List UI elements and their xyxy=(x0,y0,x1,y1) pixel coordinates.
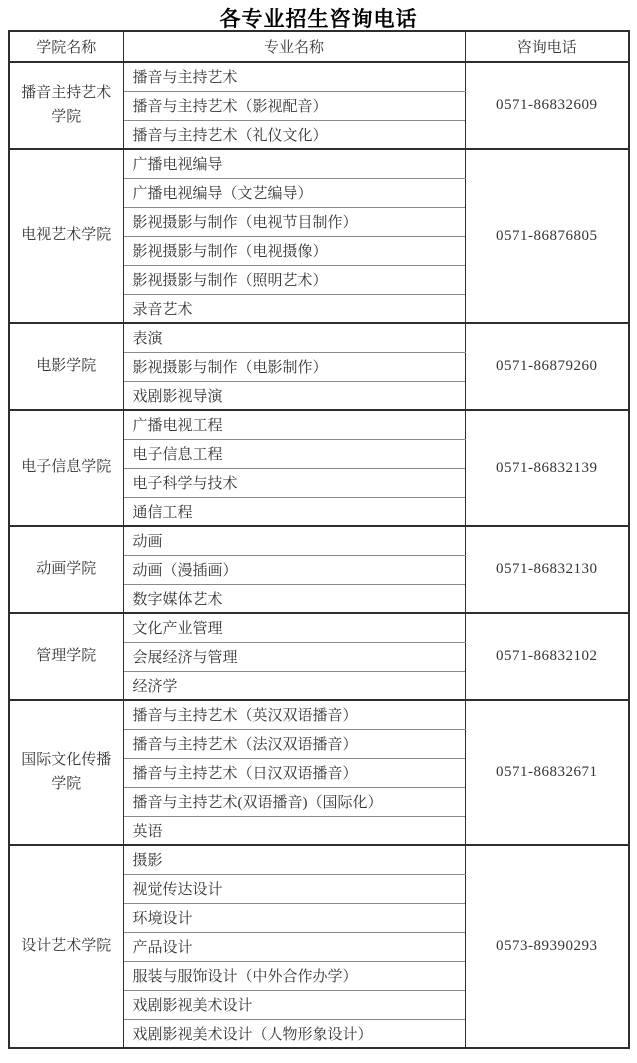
major-name-cell: 经济学 xyxy=(123,671,465,700)
major-name-cell: 电子科学与技术 xyxy=(123,468,465,497)
phone-cell: 0571-86879260 xyxy=(465,323,629,410)
phone-cell: 0571-86832671 xyxy=(465,700,629,845)
college-name-cell: 动画学院 xyxy=(9,526,123,613)
phone-cell: 0571-86832130 xyxy=(465,526,629,613)
table-row xyxy=(9,613,629,642)
major-name-cell: 播音与主持艺术（法汉双语播音） xyxy=(123,729,465,758)
major-name-cell: 影视摄影与制作（电影制作） xyxy=(123,352,465,381)
major-name-cell: 环境设计 xyxy=(123,903,465,932)
major-name-cell: 动画 xyxy=(123,526,465,555)
college-name-cell: 设计艺术学院 xyxy=(9,845,123,1048)
major-name-cell: 播音与主持艺术 xyxy=(123,62,465,91)
major-name-cell: 录音艺术 xyxy=(123,294,465,323)
major-name-cell: 视觉传达设计 xyxy=(123,874,465,903)
major-name-cell: 文化产业管理 xyxy=(123,613,465,642)
major-name-cell: 戏剧影视美术设计 xyxy=(123,990,465,1019)
table-row xyxy=(9,323,629,352)
major-name-cell: 广播电视编导（文艺编导） xyxy=(123,178,465,207)
major-name-cell: 服装与服饰设计（中外合作办学） xyxy=(123,961,465,990)
college-name-cell: 电子信息学院 xyxy=(9,410,123,526)
table-row xyxy=(9,410,629,439)
phone-cell: 0573-89390293 xyxy=(465,845,629,1048)
table-body xyxy=(9,62,629,1048)
major-name-cell: 影视摄影与制作（照明艺术） xyxy=(123,265,465,294)
phone-cell: 0571-86832139 xyxy=(465,410,629,526)
page-title: 各专业招生咨询电话 xyxy=(219,7,418,31)
table-row xyxy=(9,149,629,178)
college-name-cell: 播音主持艺术学院 xyxy=(9,62,123,149)
table-row xyxy=(9,62,629,91)
major-name-cell: 影视摄影与制作（电视节目制作） xyxy=(123,207,465,236)
major-name-cell: 播音与主持艺术（礼仪文化） xyxy=(123,120,465,149)
major-name-cell: 摄影 xyxy=(123,845,465,874)
major-name-cell: 广播电视工程 xyxy=(123,410,465,439)
phone-cell: 0571-86876805 xyxy=(465,149,629,323)
header-row xyxy=(9,31,629,62)
header-college-name: 学院名称 xyxy=(9,31,123,62)
major-name-cell: 会展经济与管理 xyxy=(123,642,465,671)
major-name-cell: 戏剧影视美术设计（人物形象设计） xyxy=(123,1019,465,1048)
table-row xyxy=(9,700,629,729)
college-name-cell: 国际文化传播学院 xyxy=(9,700,123,845)
major-name-cell: 播音与主持艺术（影视配音） xyxy=(123,91,465,120)
major-name-cell: 播音与主持艺术（英汉双语播音） xyxy=(123,700,465,729)
major-name-cell: 通信工程 xyxy=(123,497,465,526)
header-major-name: 专业名称 xyxy=(123,31,465,62)
college-name-cell: 电视艺术学院 xyxy=(9,149,123,323)
header-phone: 咨询电话 xyxy=(465,31,629,62)
table-row xyxy=(9,845,629,874)
major-name-cell: 戏剧影视导演 xyxy=(123,381,465,410)
major-name-cell: 播音与主持艺术（日汉双语播音） xyxy=(123,758,465,787)
major-name-cell: 数字媒体艺术 xyxy=(123,584,465,613)
major-name-cell: 产品设计 xyxy=(123,932,465,961)
major-name-cell: 播音与主持艺术(双语播音)（国际化） xyxy=(123,787,465,816)
major-name-cell: 动画（漫插画） xyxy=(123,555,465,584)
college-name-cell: 电影学院 xyxy=(9,323,123,410)
phone-cell: 0571-86832609 xyxy=(465,62,629,149)
college-name-cell: 管理学院 xyxy=(9,613,123,700)
major-name-cell: 表演 xyxy=(123,323,465,352)
table-row xyxy=(9,526,629,555)
phone-cell: 0571-86832102 xyxy=(465,613,629,700)
major-name-cell: 广播电视编导 xyxy=(123,149,465,178)
major-name-cell: 影视摄影与制作（电视摄像） xyxy=(123,236,465,265)
phone-table xyxy=(8,30,630,1049)
major-name-cell: 电子信息工程 xyxy=(123,439,465,468)
major-name-cell: 英语 xyxy=(123,816,465,845)
